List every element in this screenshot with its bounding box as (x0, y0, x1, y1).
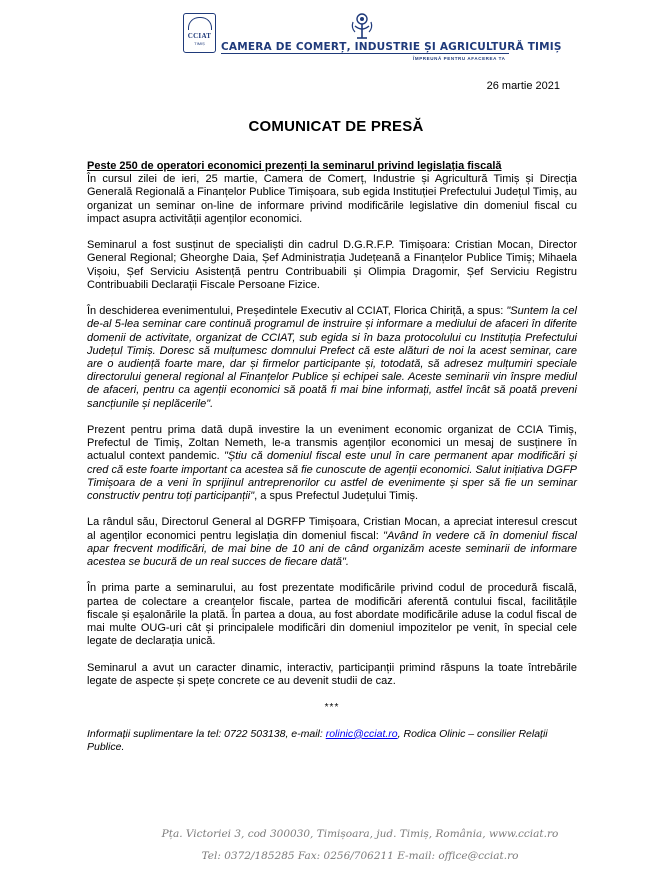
chamber-emblem-icon (349, 12, 375, 42)
quote-prefect: "Știu că domeniul fiscal este unul în care permanent apar modificări și cred că este foarte important ca acestea să fie cunoscute de agenții economici. Salut inițiativa DGFP Timișoara de a veni în sprijinul antreprenorilor cu astfel de evenimente și sper să fie un seminar constructiv pentru toți participanții" (87, 450, 577, 503)
press-release-body (87, 160, 577, 767)
release-date: 26 martie 2021 (486, 80, 560, 92)
paragraph-text: În deschiderea evenimentului, Președintele Executiv al CCIAT, Florica Chiriță, a spus: (87, 305, 507, 318)
contact-info-prefix: Informații suplimentare la tel: 0722 503138, e-mail: (87, 727, 326, 740)
contact-info (87, 728, 577, 754)
footer-contact: Tel: 0372/185285 Fax: 0256/706211 E-mail: office@cciat.ro (201, 850, 519, 862)
letterhead-footer (140, 823, 580, 867)
header-divider (221, 53, 509, 54)
paragraph-opening (87, 305, 577, 411)
quote-president: "Suntem la cel de-al 5-lea seminar care continuă programul de instruire și informare a mediului de afaceri în diferite domenii de activitate, organizat de CCIAT, sub egida si în baza protocolului cu Instituția Prefectului Județul Timiș. Doresc să mulțumesc domnului Prefect că este alături de noi la acest seminar, care are o audiență foarte mare, dar și firmelor participante și, totodată, să adresez mulțumiri speciale directorului general regional al Finanțelor Publice și echipei sale. Aceste seminarii vin înspre mediul de afaceri, pentru ca agenții economici să poată fi mai bine informați, astfel încât să poată preveni sancțiunile și neplăcerile". (87, 305, 577, 410)
letterhead (0, 0, 672, 80)
logo-subtext: TIMIȘ (194, 41, 205, 46)
headline: Peste 250 de operatori economici prezenți la seminarul privind legislația fiscală (87, 160, 502, 172)
paragraph-conclusion: Seminarul a avut un caracter dinamic, interactiv, participanții primind răspuns la toate întrebările legate de aspecte și spețe concrete ce au devenit studii de caz. (87, 661, 577, 687)
paragraph-intro (87, 160, 577, 226)
chamber-name: CAMERA DE COMERȚ, INDUSTRIE ȘI AGRICULTURĂ TIMIȘ (221, 41, 562, 53)
paragraph-speakers: Seminarul a fost susținut de specialiști din cadrul D.G.R.F.P. Timișoara: Cristian Mocan, Director General Regional; Gheorghe Daia, Șef Administrația Județeană a Finanțelor Publice Timiș; Mihaela Vișoiu, Șef Serviciu Asistență pentru Contribuabili și Olimpia Dragomir, Șef Serviciu Registru Contribuabili Declarații Fiscale Persoane Fizice. (87, 239, 577, 291)
footer-address: Pța. Victoriei 3, cod 300030, Timișoara, jud. Timiș, România, www.cciat.ro (161, 828, 559, 840)
quote-director: "Având în vedere că în domeniul fiscal apar frecvent modificări, de mai bine de 10 ani de când organizăm aceste seminarii de informare acestea se bucură de un real succes de fiecare dată". (87, 529, 577, 569)
cciat-logo (183, 13, 216, 53)
paragraph-text: În cursul zilei de ieri, 25 martie, Camera de Comerț, Industrie și Agricultură Timiș și Direcția Generală Regională a Finanțelor Publice Timișoara, sub egida Instituției Prefectului Județul Timiș, au organizat un seminar on-line de informare privind modificările legislative din domeniul fiscal cu impact asupra activității agenților economici. (87, 173, 577, 225)
logo-abbreviation: CCIAT (187, 32, 212, 40)
document-title: COMUNICAT DE PRESĂ (248, 118, 424, 135)
paragraph-first-part: În prima parte a seminarului, au fost prezentate modificările privind codul de procedură fiscală, partea de colectare a creanțelor fiscale, partea de modificări aferentă contului fiscal, facilitățile fiscale și eșalonările la plată. În partea a doua, au fost abordate modificările aduse la codul fiscal de mai multe OUG-uri cât și principalele modificări din domeniul impozitelor pe venit, în special cele legate de declarația unică. (87, 582, 577, 648)
paragraph-text: Prezent pentru prima dată după investire la un eveniment economic organizat de CCIA Timiș, Prefectul de Timiș, Zoltan Nemeth, le-a transmis agenților economici un mesaj de susținere în actualul context pandemic. (87, 424, 577, 463)
contact-info-suffix: , Rodica Olinic – consilier Relații Publice. (87, 727, 548, 753)
paragraph-prefect (87, 424, 577, 503)
chamber-tagline: ÎMPREUNĂ PENTRU AFACEREA TA (413, 56, 506, 61)
paragraph-director (87, 516, 577, 569)
paragraph-text: La rândul său, Directorul General al DGRFP Timișoara, Cristian Mocan, a apreciat interesul crescut al agenților economici pentru legislația din domeniul fiscal: (87, 516, 577, 542)
contact-email-link[interactable]: rolinic@cciat.ro (325, 727, 398, 740)
section-separator: *** (324, 702, 340, 714)
logo-arch (188, 17, 212, 30)
paragraph-text: , a spus Prefectul Județului Timiș. (254, 490, 419, 503)
